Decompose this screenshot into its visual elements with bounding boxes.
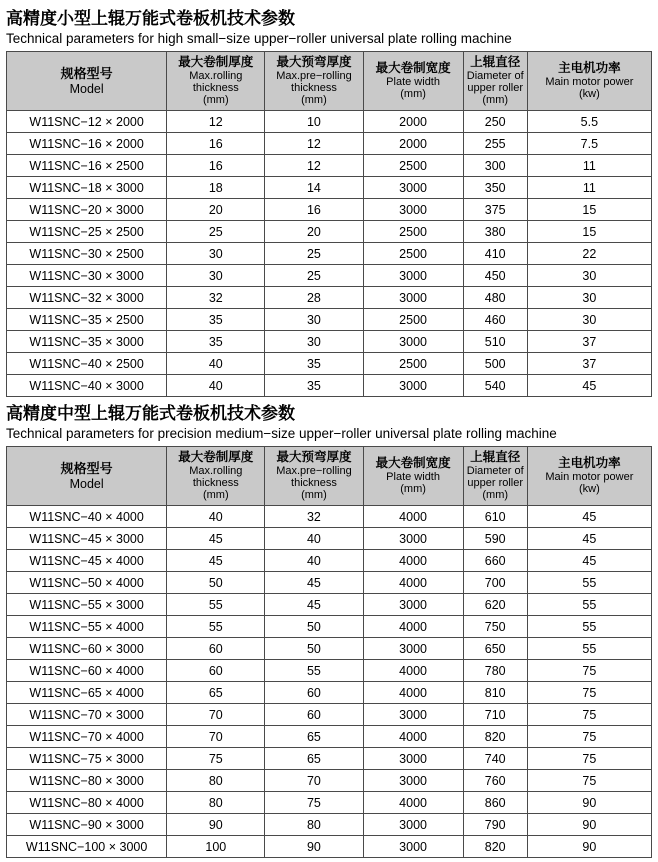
header-unit: (mm) bbox=[482, 489, 509, 501]
table-row bbox=[7, 331, 652, 353]
cell-max-prerolling-thickness: 65 bbox=[265, 726, 363, 748]
cell-max-rolling-thickness: 60 bbox=[167, 660, 265, 682]
header-en: Max.rolling thickness bbox=[189, 465, 243, 489]
cell-max-rolling-thickness: 18 bbox=[167, 177, 265, 199]
table-row bbox=[7, 221, 652, 243]
cell-main-motor-power: 11 bbox=[527, 177, 651, 199]
cell-model: W11SNC−70 × 3000 bbox=[7, 704, 167, 726]
header-en: Main motor power bbox=[545, 471, 634, 483]
cell-max-prerolling-thickness: 10 bbox=[265, 111, 363, 133]
cell-upper-roller-diameter: 620 bbox=[463, 594, 527, 616]
cell-upper-roller-diameter: 740 bbox=[463, 748, 527, 770]
cell-main-motor-power: 7.5 bbox=[527, 133, 651, 155]
cell-max-rolling-thickness: 45 bbox=[167, 550, 265, 572]
header-cn: 主电机功率 bbox=[558, 456, 621, 470]
cell-plate-width: 4000 bbox=[363, 506, 463, 528]
cell-model: W11SNC−100 × 3000 bbox=[7, 836, 167, 858]
cell-main-motor-power: 55 bbox=[527, 572, 651, 594]
table-row bbox=[7, 682, 652, 704]
cell-max-prerolling-thickness: 80 bbox=[265, 814, 363, 836]
header-model-cn: 规格型号 bbox=[60, 66, 113, 81]
cell-model: W11SNC−20 × 3000 bbox=[7, 199, 167, 221]
cell-model: W11SNC−75 × 3000 bbox=[7, 748, 167, 770]
cell-main-motor-power: 30 bbox=[527, 265, 651, 287]
cell-upper-roller-diameter: 380 bbox=[463, 221, 527, 243]
cell-max-prerolling-thickness: 45 bbox=[265, 572, 363, 594]
cell-upper-roller-diameter: 780 bbox=[463, 660, 527, 682]
table-row bbox=[7, 265, 652, 287]
table-row bbox=[7, 309, 652, 331]
cell-upper-roller-diameter: 350 bbox=[463, 177, 527, 199]
cell-main-motor-power: 37 bbox=[527, 331, 651, 353]
cell-upper-roller-diameter: 860 bbox=[463, 792, 527, 814]
header-cn: 最大卷制厚度 bbox=[178, 450, 254, 464]
header-en: Plate width bbox=[386, 471, 440, 483]
cell-upper-roller-diameter: 700 bbox=[463, 572, 527, 594]
cell-model: W11SNC−25 × 2500 bbox=[7, 221, 167, 243]
cell-max-prerolling-thickness: 25 bbox=[265, 265, 363, 287]
header-cn: 最大卷制宽度 bbox=[375, 61, 451, 75]
cell-max-rolling-thickness: 90 bbox=[167, 814, 265, 836]
cell-model: W11SNC−18 × 3000 bbox=[7, 177, 167, 199]
table-row bbox=[7, 748, 652, 770]
section-title-cn: 高精度中型上辊万能式卷板机技术参数 bbox=[6, 404, 295, 423]
table-row bbox=[7, 616, 652, 638]
header-cn: 最大预弯厚度 bbox=[276, 55, 352, 69]
cell-upper-roller-diameter: 790 bbox=[463, 814, 527, 836]
cell-main-motor-power: 55 bbox=[527, 638, 651, 660]
cell-max-rolling-thickness: 35 bbox=[167, 309, 265, 331]
header-plate-width bbox=[363, 52, 463, 111]
cell-upper-roller-diameter: 590 bbox=[463, 528, 527, 550]
cell-max-prerolling-thickness: 12 bbox=[265, 155, 363, 177]
cell-upper-roller-diameter: 810 bbox=[463, 682, 527, 704]
table-row bbox=[7, 243, 652, 265]
header-en: Diameter of upper roller bbox=[466, 465, 524, 489]
cell-main-motor-power: 90 bbox=[527, 814, 651, 836]
cell-max-rolling-thickness: 20 bbox=[167, 199, 265, 221]
cell-max-prerolling-thickness: 30 bbox=[265, 331, 363, 353]
cell-main-motor-power: 45 bbox=[527, 506, 651, 528]
cell-upper-roller-diameter: 650 bbox=[463, 638, 527, 660]
table-row bbox=[7, 638, 652, 660]
cell-max-rolling-thickness: 100 bbox=[167, 836, 265, 858]
cell-upper-roller-diameter: 820 bbox=[463, 726, 527, 748]
cell-max-prerolling-thickness: 16 bbox=[265, 199, 363, 221]
table-row bbox=[7, 814, 652, 836]
table-row bbox=[7, 836, 652, 858]
cell-max-prerolling-thickness: 40 bbox=[265, 528, 363, 550]
cell-max-prerolling-thickness: 90 bbox=[265, 836, 363, 858]
cell-main-motor-power: 45 bbox=[527, 528, 651, 550]
header-model bbox=[7, 447, 167, 506]
header-cn: 最大卷制宽度 bbox=[375, 456, 451, 470]
table-row bbox=[7, 133, 652, 155]
cell-max-prerolling-thickness: 35 bbox=[265, 353, 363, 375]
table-row bbox=[7, 353, 652, 375]
cell-main-motor-power: 30 bbox=[527, 309, 651, 331]
cell-upper-roller-diameter: 820 bbox=[463, 836, 527, 858]
header-en: Main motor power bbox=[545, 76, 634, 88]
table-row bbox=[7, 506, 652, 528]
header-model-cn: 规格型号 bbox=[60, 461, 113, 476]
header-plate-width bbox=[363, 447, 463, 506]
cell-plate-width: 2500 bbox=[363, 353, 463, 375]
cell-plate-width: 3000 bbox=[363, 528, 463, 550]
header-cn: 最大卷制厚度 bbox=[178, 55, 254, 69]
cell-max-rolling-thickness: 16 bbox=[167, 133, 265, 155]
cell-max-prerolling-thickness: 14 bbox=[265, 177, 363, 199]
header-unit: (mm) bbox=[400, 483, 426, 495]
cell-max-prerolling-thickness: 55 bbox=[265, 660, 363, 682]
cell-upper-roller-diameter: 480 bbox=[463, 287, 527, 309]
cell-upper-roller-diameter: 710 bbox=[463, 704, 527, 726]
cell-plate-width: 3000 bbox=[363, 375, 463, 397]
header-unit: (mm) bbox=[301, 94, 327, 106]
header-cn: 上辊直径 bbox=[470, 55, 521, 69]
cell-upper-roller-diameter: 375 bbox=[463, 199, 527, 221]
header-en: Max.pre−rolling thickness bbox=[276, 465, 352, 489]
cell-max-prerolling-thickness: 65 bbox=[265, 748, 363, 770]
cell-max-rolling-thickness: 80 bbox=[167, 770, 265, 792]
cell-model: W11SNC−45 × 4000 bbox=[7, 550, 167, 572]
spec-table-medium bbox=[6, 446, 652, 858]
cell-model: W11SNC−80 × 3000 bbox=[7, 770, 167, 792]
cell-upper-roller-diameter: 510 bbox=[463, 331, 527, 353]
cell-model: W11SNC−35 × 3000 bbox=[7, 331, 167, 353]
cell-upper-roller-diameter: 540 bbox=[463, 375, 527, 397]
header-model-en: Model bbox=[69, 477, 104, 491]
cell-main-motor-power: 75 bbox=[527, 660, 651, 682]
header-unit: (mm) bbox=[482, 94, 509, 106]
table-row bbox=[7, 726, 652, 748]
cell-plate-width: 4000 bbox=[363, 616, 463, 638]
header-en: Max.pre−rolling thickness bbox=[276, 70, 352, 94]
cell-main-motor-power: 45 bbox=[527, 550, 651, 572]
cell-model: W11SNC−60 × 4000 bbox=[7, 660, 167, 682]
table-header-row bbox=[7, 447, 652, 506]
cell-model: W11SNC−70 × 4000 bbox=[7, 726, 167, 748]
cell-plate-width: 3000 bbox=[363, 748, 463, 770]
cell-max-rolling-thickness: 65 bbox=[167, 682, 265, 704]
cell-main-motor-power: 15 bbox=[527, 199, 651, 221]
cell-max-prerolling-thickness: 32 bbox=[265, 506, 363, 528]
cell-main-motor-power: 75 bbox=[527, 770, 651, 792]
header-cn: 主电机功率 bbox=[558, 61, 621, 75]
cell-plate-width: 3000 bbox=[363, 177, 463, 199]
cell-main-motor-power: 90 bbox=[527, 836, 651, 858]
header-upper-roller-diameter bbox=[463, 447, 527, 506]
cell-main-motor-power: 30 bbox=[527, 287, 651, 309]
spec-section-medium bbox=[0, 401, 658, 858]
header-upper-roller-diameter bbox=[463, 52, 527, 111]
cell-plate-width: 4000 bbox=[363, 550, 463, 572]
cell-plate-width: 2500 bbox=[363, 155, 463, 177]
cell-model: W11SNC−55 × 4000 bbox=[7, 616, 167, 638]
cell-model: W11SNC−40 × 3000 bbox=[7, 375, 167, 397]
cell-max-prerolling-thickness: 30 bbox=[265, 309, 363, 331]
cell-max-rolling-thickness: 40 bbox=[167, 353, 265, 375]
cell-plate-width: 2500 bbox=[363, 309, 463, 331]
cell-max-rolling-thickness: 25 bbox=[167, 221, 265, 243]
cell-upper-roller-diameter: 660 bbox=[463, 550, 527, 572]
cell-max-prerolling-thickness: 50 bbox=[265, 638, 363, 660]
section-title-en: Technical parameters for precision medium−size upper−roller universal plate rolling machine bbox=[6, 426, 557, 441]
table-row bbox=[7, 704, 652, 726]
cell-model: W11SNC−30 × 3000 bbox=[7, 265, 167, 287]
cell-upper-roller-diameter: 460 bbox=[463, 309, 527, 331]
cell-model: W11SNC−12 × 2000 bbox=[7, 111, 167, 133]
spec-section-small bbox=[0, 6, 658, 397]
cell-max-rolling-thickness: 75 bbox=[167, 748, 265, 770]
section-title-en: Technical parameters for high small−size upper−roller universal plate rolling machine bbox=[6, 31, 512, 46]
cell-model: W11SNC−50 × 4000 bbox=[7, 572, 167, 594]
cell-main-motor-power: 15 bbox=[527, 221, 651, 243]
table-row bbox=[7, 155, 652, 177]
header-max-rolling-thickness bbox=[167, 52, 265, 111]
cell-max-rolling-thickness: 30 bbox=[167, 265, 265, 287]
cell-plate-width: 3000 bbox=[363, 265, 463, 287]
cell-upper-roller-diameter: 250 bbox=[463, 111, 527, 133]
cell-max-rolling-thickness: 60 bbox=[167, 638, 265, 660]
header-unit: (mm) bbox=[202, 489, 229, 501]
cell-plate-width: 2000 bbox=[363, 133, 463, 155]
header-main-motor-power bbox=[527, 447, 651, 506]
header-max-prerolling-thickness bbox=[265, 52, 363, 111]
cell-max-prerolling-thickness: 45 bbox=[265, 594, 363, 616]
cell-model: W11SNC−90 × 3000 bbox=[7, 814, 167, 836]
cell-max-rolling-thickness: 40 bbox=[167, 375, 265, 397]
cell-plate-width: 3000 bbox=[363, 199, 463, 221]
cell-plate-width: 3000 bbox=[363, 287, 463, 309]
cell-model: W11SNC−16 × 2500 bbox=[7, 155, 167, 177]
header-unit: (kw) bbox=[578, 88, 600, 100]
table-row bbox=[7, 550, 652, 572]
cell-max-rolling-thickness: 70 bbox=[167, 726, 265, 748]
cell-upper-roller-diameter: 750 bbox=[463, 616, 527, 638]
table-row bbox=[7, 792, 652, 814]
cell-max-rolling-thickness: 16 bbox=[167, 155, 265, 177]
cell-model: W11SNC−65 × 4000 bbox=[7, 682, 167, 704]
header-model-en: Model bbox=[69, 82, 104, 96]
cell-max-prerolling-thickness: 50 bbox=[265, 616, 363, 638]
cell-main-motor-power: 45 bbox=[527, 375, 651, 397]
cell-model: W11SNC−16 × 2000 bbox=[7, 133, 167, 155]
cell-model: W11SNC−55 × 3000 bbox=[7, 594, 167, 616]
table-body-small bbox=[7, 111, 652, 397]
header-unit: (mm) bbox=[301, 489, 327, 501]
table-body-medium bbox=[7, 506, 652, 858]
table-header-row bbox=[7, 52, 652, 111]
cell-upper-roller-diameter: 255 bbox=[463, 133, 527, 155]
cell-plate-width: 4000 bbox=[363, 682, 463, 704]
cell-plate-width: 3000 bbox=[363, 836, 463, 858]
table-row bbox=[7, 287, 652, 309]
cell-plate-width: 2500 bbox=[363, 243, 463, 265]
table-row bbox=[7, 572, 652, 594]
cell-max-prerolling-thickness: 35 bbox=[265, 375, 363, 397]
cell-plate-width: 2000 bbox=[363, 111, 463, 133]
table-row bbox=[7, 528, 652, 550]
table-row bbox=[7, 375, 652, 397]
cell-max-prerolling-thickness: 28 bbox=[265, 287, 363, 309]
cell-plate-width: 4000 bbox=[363, 660, 463, 682]
table-row bbox=[7, 177, 652, 199]
cell-max-rolling-thickness: 70 bbox=[167, 704, 265, 726]
cell-max-prerolling-thickness: 25 bbox=[265, 243, 363, 265]
cell-max-prerolling-thickness: 20 bbox=[265, 221, 363, 243]
section-title-cn: 高精度小型上辊万能式卷板机技术参数 bbox=[6, 9, 295, 28]
header-unit: (mm) bbox=[400, 88, 426, 100]
cell-upper-roller-diameter: 610 bbox=[463, 506, 527, 528]
cell-main-motor-power: 11 bbox=[527, 155, 651, 177]
cell-model: W11SNC−80 × 4000 bbox=[7, 792, 167, 814]
header-en: Max.rolling thickness bbox=[189, 70, 243, 94]
cell-plate-width: 3000 bbox=[363, 594, 463, 616]
table-row bbox=[7, 660, 652, 682]
table-row bbox=[7, 770, 652, 792]
cell-max-prerolling-thickness: 60 bbox=[265, 704, 363, 726]
spec-table-small bbox=[6, 51, 652, 397]
cell-max-rolling-thickness: 80 bbox=[167, 792, 265, 814]
cell-model: W11SNC−40 × 4000 bbox=[7, 506, 167, 528]
cell-max-rolling-thickness: 30 bbox=[167, 243, 265, 265]
header-unit: (mm) bbox=[202, 94, 229, 106]
header-max-prerolling-thickness bbox=[265, 447, 363, 506]
cell-upper-roller-diameter: 760 bbox=[463, 770, 527, 792]
cell-plate-width: 3000 bbox=[363, 770, 463, 792]
cell-main-motor-power: 75 bbox=[527, 726, 651, 748]
header-cn: 上辊直径 bbox=[470, 450, 521, 464]
cell-main-motor-power: 22 bbox=[527, 243, 651, 265]
cell-main-motor-power: 75 bbox=[527, 748, 651, 770]
table-row bbox=[7, 594, 652, 616]
cell-plate-width: 3000 bbox=[363, 331, 463, 353]
cell-plate-width: 2500 bbox=[363, 221, 463, 243]
cell-main-motor-power: 75 bbox=[527, 704, 651, 726]
cell-model: W11SNC−45 × 3000 bbox=[7, 528, 167, 550]
cell-plate-width: 4000 bbox=[363, 726, 463, 748]
cell-model: W11SNC−30 × 2500 bbox=[7, 243, 167, 265]
cell-model: W11SNC−35 × 2500 bbox=[7, 309, 167, 331]
cell-max-rolling-thickness: 35 bbox=[167, 331, 265, 353]
cell-max-rolling-thickness: 50 bbox=[167, 572, 265, 594]
cell-main-motor-power: 55 bbox=[527, 616, 651, 638]
cell-plate-width: 3000 bbox=[363, 814, 463, 836]
cell-plate-width: 3000 bbox=[363, 704, 463, 726]
cell-main-motor-power: 75 bbox=[527, 682, 651, 704]
cell-plate-width: 4000 bbox=[363, 792, 463, 814]
cell-upper-roller-diameter: 410 bbox=[463, 243, 527, 265]
header-model bbox=[7, 52, 167, 111]
cell-max-prerolling-thickness: 60 bbox=[265, 682, 363, 704]
cell-max-rolling-thickness: 12 bbox=[167, 111, 265, 133]
cell-max-prerolling-thickness: 70 bbox=[265, 770, 363, 792]
cell-max-prerolling-thickness: 40 bbox=[265, 550, 363, 572]
header-unit: (kw) bbox=[578, 483, 600, 495]
table-row bbox=[7, 199, 652, 221]
header-main-motor-power bbox=[527, 52, 651, 111]
cell-max-rolling-thickness: 32 bbox=[167, 287, 265, 309]
cell-max-rolling-thickness: 45 bbox=[167, 528, 265, 550]
table-row bbox=[7, 111, 652, 133]
cell-model: W11SNC−40 × 2500 bbox=[7, 353, 167, 375]
header-cn: 最大预弯厚度 bbox=[276, 450, 352, 464]
cell-plate-width: 4000 bbox=[363, 572, 463, 594]
header-en: Plate width bbox=[386, 76, 440, 88]
cell-max-rolling-thickness: 40 bbox=[167, 506, 265, 528]
header-max-rolling-thickness bbox=[167, 447, 265, 506]
cell-main-motor-power: 55 bbox=[527, 594, 651, 616]
cell-main-motor-power: 37 bbox=[527, 353, 651, 375]
cell-model: W11SNC−32 × 3000 bbox=[7, 287, 167, 309]
cell-max-prerolling-thickness: 12 bbox=[265, 133, 363, 155]
cell-plate-width: 3000 bbox=[363, 638, 463, 660]
cell-max-rolling-thickness: 55 bbox=[167, 616, 265, 638]
cell-model: W11SNC−60 × 3000 bbox=[7, 638, 167, 660]
cell-main-motor-power: 90 bbox=[527, 792, 651, 814]
cell-upper-roller-diameter: 300 bbox=[463, 155, 527, 177]
cell-max-rolling-thickness: 55 bbox=[167, 594, 265, 616]
header-en: Diameter of upper roller bbox=[466, 70, 524, 94]
cell-main-motor-power: 5.5 bbox=[527, 111, 651, 133]
cell-upper-roller-diameter: 500 bbox=[463, 353, 527, 375]
cell-max-prerolling-thickness: 75 bbox=[265, 792, 363, 814]
cell-upper-roller-diameter: 450 bbox=[463, 265, 527, 287]
